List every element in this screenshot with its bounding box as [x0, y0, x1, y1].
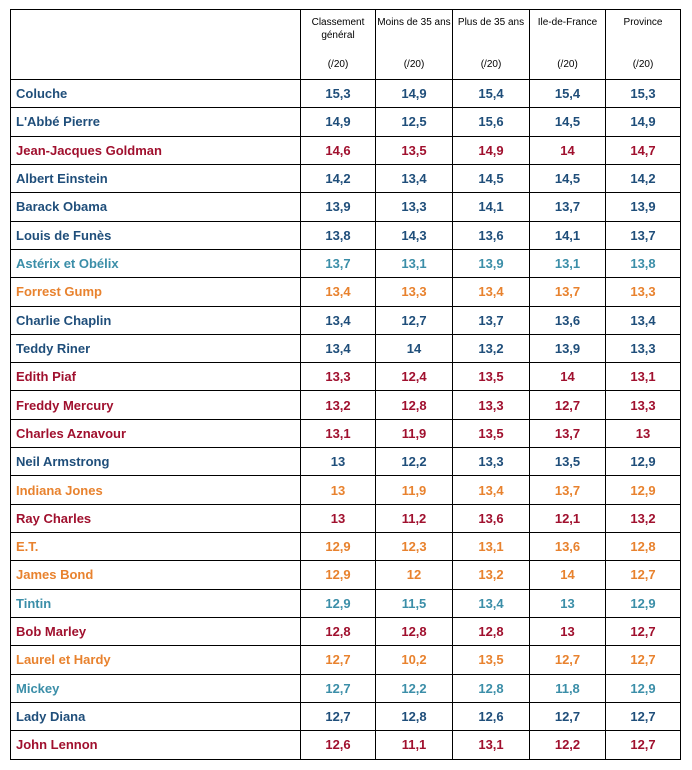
person-name: Charles Aznavour	[11, 419, 301, 447]
score-cell: 14,5	[530, 108, 606, 136]
score-cell: 12,2	[376, 448, 453, 476]
score-cell: 13,7	[530, 193, 606, 221]
score-cell: 13,3	[453, 391, 530, 419]
score-cell: 15,4	[530, 80, 606, 108]
table-row	[11, 108, 681, 136]
score-cell: 13,4	[453, 278, 530, 306]
column-unit: (/20)	[557, 59, 578, 70]
column-unit: (/20)	[632, 59, 654, 70]
score-cell: 12	[376, 561, 453, 589]
score-cell: 12,4	[376, 363, 453, 391]
score-cell: 14,1	[530, 221, 606, 249]
score-cell: 13,7	[530, 476, 606, 504]
score-cell: 14	[376, 334, 453, 362]
score-cell: 13,5	[530, 448, 606, 476]
score-cell: 13,2	[453, 334, 530, 362]
score-cell: 12,3	[376, 533, 453, 561]
score-cell: 13,4	[301, 334, 376, 362]
score-cell: 15,4	[453, 80, 530, 108]
column-unit: (/20)	[327, 59, 349, 70]
score-cell: 11,8	[530, 674, 606, 702]
score-cell: 13,7	[301, 249, 376, 277]
person-name: Albert Einstein	[11, 164, 301, 192]
person-name: Louis de Funès	[11, 221, 301, 249]
score-cell: 12,7	[530, 391, 606, 419]
score-cell: 13	[606, 419, 681, 447]
score-cell: 13,4	[301, 306, 376, 334]
person-name: Astérix et Obélix	[11, 249, 301, 277]
column-label: Plus de 35 ans	[457, 17, 525, 28]
score-cell: 13	[301, 476, 376, 504]
table-row	[11, 193, 681, 221]
score-cell: 13,6	[530, 533, 606, 561]
table-row	[11, 646, 681, 674]
score-cell: 13,7	[530, 278, 606, 306]
table-row	[11, 334, 681, 362]
person-name: Charlie Chaplin	[11, 306, 301, 334]
score-cell: 13,3	[606, 334, 681, 362]
score-cell: 13,5	[453, 363, 530, 391]
score-cell: 13,3	[606, 391, 681, 419]
score-cell: 12,7	[606, 646, 681, 674]
person-name: E.T.	[11, 533, 301, 561]
score-cell: 13	[301, 504, 376, 532]
person-name: Edith Piaf	[11, 363, 301, 391]
score-cell: 13	[301, 448, 376, 476]
column-label: Ile-de-France	[537, 17, 598, 28]
score-cell: 13,1	[453, 731, 530, 759]
person-name: Coluche	[11, 80, 301, 108]
score-cell: 11,9	[376, 476, 453, 504]
column-header-over-35	[453, 10, 530, 80]
table-row	[11, 164, 681, 192]
person-name: Freddy Mercury	[11, 391, 301, 419]
score-cell: 13,7	[453, 306, 530, 334]
score-cell: 12,8	[453, 617, 530, 645]
score-cell: 12,7	[376, 306, 453, 334]
score-cell: 13,9	[453, 249, 530, 277]
person-name: Laurel et Hardy	[11, 646, 301, 674]
score-cell: 13,4	[301, 278, 376, 306]
score-cell: 12,9	[606, 448, 681, 476]
score-cell: 12,1	[530, 504, 606, 532]
score-cell: 13,9	[530, 334, 606, 362]
ranking-table	[10, 9, 681, 760]
score-cell: 13,2	[606, 504, 681, 532]
person-name: Neil Armstrong	[11, 448, 301, 476]
score-cell: 14,9	[606, 108, 681, 136]
score-cell: 10,2	[376, 646, 453, 674]
score-cell: 14,2	[606, 164, 681, 192]
score-cell: 13,5	[453, 419, 530, 447]
score-cell: 13,7	[606, 221, 681, 249]
score-cell: 13,6	[530, 306, 606, 334]
person-name: Mickey	[11, 674, 301, 702]
person-name: John Lennon	[11, 731, 301, 759]
score-cell: 13,8	[606, 249, 681, 277]
score-cell: 14,9	[301, 108, 376, 136]
score-cell: 13,4	[606, 306, 681, 334]
score-cell: 14,9	[376, 80, 453, 108]
score-cell: 13,3	[301, 363, 376, 391]
person-name: James Bond	[11, 561, 301, 589]
score-cell: 13,5	[376, 136, 453, 164]
score-cell: 14,3	[376, 221, 453, 249]
score-cell: 12,7	[301, 702, 376, 730]
person-name: Barack Obama	[11, 193, 301, 221]
person-name: L'Abbé Pierre	[11, 108, 301, 136]
score-cell: 14,5	[453, 164, 530, 192]
score-cell: 12,8	[376, 391, 453, 419]
score-cell: 12,8	[606, 533, 681, 561]
score-cell: 12,8	[376, 702, 453, 730]
score-cell: 12,5	[376, 108, 453, 136]
score-cell: 13,4	[453, 589, 530, 617]
table-row	[11, 391, 681, 419]
score-cell: 14,2	[301, 164, 376, 192]
table-row	[11, 476, 681, 504]
score-cell: 12,7	[530, 646, 606, 674]
score-cell: 13,3	[606, 278, 681, 306]
table-row	[11, 221, 681, 249]
table-row	[11, 363, 681, 391]
table-row	[11, 448, 681, 476]
score-cell: 14	[530, 136, 606, 164]
score-cell: 14,7	[606, 136, 681, 164]
score-cell: 13,3	[376, 193, 453, 221]
score-cell: 12,7	[606, 731, 681, 759]
score-cell: 12,8	[376, 617, 453, 645]
column-header-general	[301, 10, 376, 80]
table-row	[11, 674, 681, 702]
score-cell: 13,1	[606, 363, 681, 391]
score-cell: 13,9	[301, 193, 376, 221]
person-name: Ray Charles	[11, 504, 301, 532]
table-row	[11, 419, 681, 447]
score-cell: 13,4	[453, 476, 530, 504]
score-cell: 12,2	[376, 674, 453, 702]
table-row	[11, 249, 681, 277]
table-row	[11, 617, 681, 645]
score-cell: 13,7	[530, 419, 606, 447]
score-cell: 13,8	[301, 221, 376, 249]
score-cell: 12,8	[453, 674, 530, 702]
score-cell: 11,1	[376, 731, 453, 759]
header-row	[11, 10, 681, 80]
score-cell: 13,1	[530, 249, 606, 277]
score-cell: 14,9	[453, 136, 530, 164]
table-row	[11, 504, 681, 532]
score-cell: 12,9	[301, 589, 376, 617]
column-header-under-35	[376, 10, 453, 80]
person-name: Tintin	[11, 589, 301, 617]
score-cell: 12,9	[606, 476, 681, 504]
table-row	[11, 702, 681, 730]
score-cell: 13,6	[453, 221, 530, 249]
score-cell: 12,9	[301, 561, 376, 589]
score-cell: 14,5	[530, 164, 606, 192]
score-cell: 12,7	[301, 646, 376, 674]
column-unit: (/20)	[403, 59, 425, 70]
header-name-cell	[11, 10, 301, 80]
score-cell: 12,2	[530, 731, 606, 759]
score-cell: 13,2	[301, 391, 376, 419]
column-label: Moins de 35 ans	[377, 17, 451, 28]
score-cell: 12,9	[606, 674, 681, 702]
column-header-province	[606, 10, 681, 80]
table-row	[11, 306, 681, 334]
column-label: Province	[623, 17, 663, 28]
score-cell: 12,7	[606, 561, 681, 589]
score-cell: 12,7	[606, 702, 681, 730]
score-cell: 13,3	[376, 278, 453, 306]
table-row	[11, 278, 681, 306]
score-cell: 12,9	[606, 589, 681, 617]
person-name: Jean-Jacques Goldman	[11, 136, 301, 164]
score-cell: 12,6	[301, 731, 376, 759]
score-cell: 11,9	[376, 419, 453, 447]
table-body	[11, 80, 681, 760]
score-cell: 15,3	[301, 80, 376, 108]
score-cell: 13,1	[301, 419, 376, 447]
score-cell: 14	[530, 363, 606, 391]
score-cell: 13,2	[453, 561, 530, 589]
table-row	[11, 561, 681, 589]
score-cell: 14,6	[301, 136, 376, 164]
score-cell: 12,7	[530, 702, 606, 730]
person-name: Indiana Jones	[11, 476, 301, 504]
score-cell: 13	[530, 589, 606, 617]
score-cell: 13,9	[606, 193, 681, 221]
person-name: Teddy Riner	[11, 334, 301, 362]
person-name: Forrest Gump	[11, 278, 301, 306]
score-cell: 11,5	[376, 589, 453, 617]
score-cell: 12,8	[301, 617, 376, 645]
score-cell: 15,3	[606, 80, 681, 108]
table-row	[11, 731, 681, 759]
score-cell: 12,6	[453, 702, 530, 730]
score-cell: 15,6	[453, 108, 530, 136]
table-row	[11, 533, 681, 561]
score-cell: 14,1	[453, 193, 530, 221]
score-cell: 13	[530, 617, 606, 645]
score-cell: 11,2	[376, 504, 453, 532]
score-cell: 12,7	[606, 617, 681, 645]
table-row	[11, 136, 681, 164]
score-cell: 13,1	[453, 533, 530, 561]
table-row	[11, 589, 681, 617]
score-cell: 13,1	[376, 249, 453, 277]
score-cell: 14	[530, 561, 606, 589]
column-label: Classement général	[311, 17, 365, 41]
score-cell: 13,3	[453, 448, 530, 476]
score-cell: 13,5	[453, 646, 530, 674]
table-row	[11, 80, 681, 108]
column-header-ile-de-france	[530, 10, 606, 80]
score-cell: 12,7	[301, 674, 376, 702]
column-unit: (/20)	[480, 59, 502, 70]
person-name: Bob Marley	[11, 617, 301, 645]
score-cell: 12,9	[301, 533, 376, 561]
score-cell: 13,6	[453, 504, 530, 532]
person-name: Lady Diana	[11, 702, 301, 730]
score-cell: 13,4	[376, 164, 453, 192]
